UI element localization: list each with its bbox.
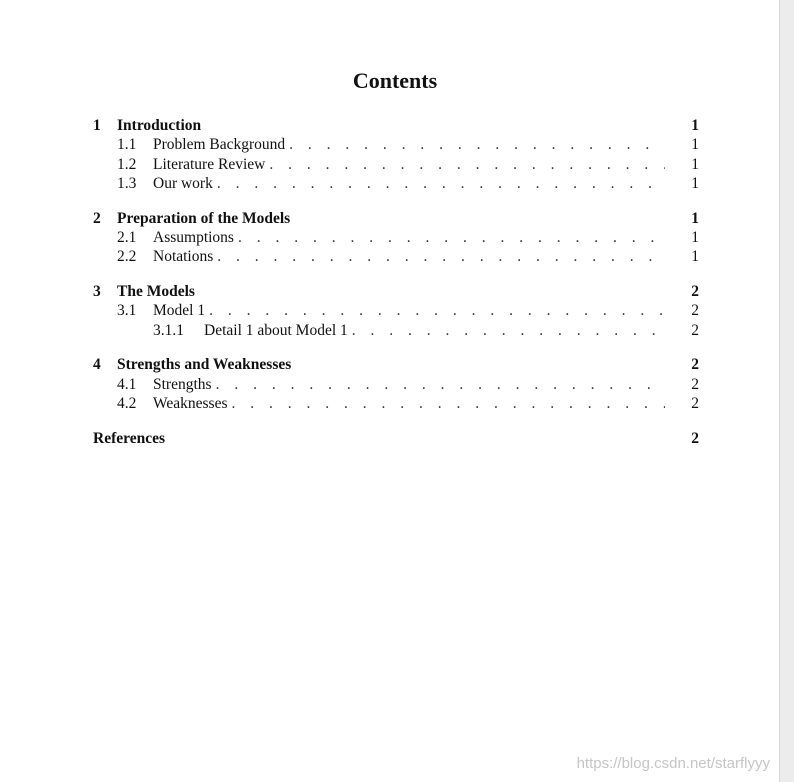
toc-entry-strengths[interactable]: [93, 375, 699, 394]
toc-leader-dots: [238, 228, 665, 247]
toc-entry-page: 1: [691, 117, 699, 134]
toc-entry-label: References: [93, 429, 166, 447]
toc-entry-label: Model 1: [153, 302, 206, 320]
toc-leader-dots: [217, 247, 665, 266]
toc-entry-strengths-and-weaknesses[interactable]: [93, 355, 699, 374]
toc-leader-dots: [216, 375, 665, 394]
toc-entry-page: 2: [691, 321, 699, 339]
toc-entry-page: 2: [691, 302, 699, 320]
toc-entry-detail-1-about-model-1[interactable]: [93, 321, 699, 340]
toc-entry-number: 1.1: [117, 136, 137, 154]
toc-entry-label: Strengths and Weaknesses: [117, 356, 292, 374]
toc-entry-page: 1: [691, 155, 699, 173]
toc-entry-page: 2: [691, 429, 699, 447]
toc-entry-label: Strengths: [153, 375, 212, 393]
toc-entry-page: 2: [691, 375, 699, 393]
toc-entry-label: Assumptions: [153, 228, 234, 246]
toc-entry-number: 4.2: [117, 395, 137, 413]
toc-leader-dots: [289, 135, 665, 154]
toc-entry-assumptions[interactable]: [93, 228, 699, 247]
toc-entry-page: 1: [691, 248, 699, 266]
toc-leader-dots: [352, 321, 665, 340]
watermark-url: https://blog.csdn.net/starflyyy: [576, 755, 770, 772]
toc-entry-page: 1: [691, 174, 699, 192]
toc-entry-page: 2: [691, 356, 699, 374]
toc-entry-label: The Models: [117, 283, 195, 301]
toc-entry-number: 2.1: [117, 228, 137, 246]
toc-leader-dots: [217, 174, 665, 193]
toc-entry-introduction[interactable]: [93, 116, 699, 135]
toc-entry-number: 1: [93, 117, 101, 134]
toc-entry-label: Preparation of the Models: [117, 209, 291, 227]
toc-entry-label: Weaknesses: [153, 395, 228, 413]
toc-entry-number: 4.1: [117, 375, 137, 393]
toc-leader-dots: [269, 155, 665, 174]
toc-entry-number: 3.1: [117, 302, 137, 320]
toc-entry-number: 4: [93, 356, 101, 374]
toc-entry-references[interactable]: [93, 429, 699, 448]
toc-entry-page: 1: [691, 228, 699, 246]
toc-entry-label: Our work: [153, 174, 213, 192]
toc-entry-number: 1.3: [117, 174, 137, 192]
toc-entry-label: Introduction: [117, 117, 202, 134]
toc-entry-label: Literature Review: [153, 155, 266, 173]
toc-entry-number: 2: [93, 209, 101, 227]
toc-entry-number: 1.2: [117, 155, 137, 173]
table-of-contents: [93, 116, 699, 448]
toc-entry-problem-background[interactable]: [93, 135, 699, 154]
toc-entry-page: 2: [691, 283, 699, 301]
toc-entry-model-1[interactable]: [93, 301, 699, 320]
toc-entry-page: 1: [691, 136, 699, 154]
toc-entry-preparation-of-the-models[interactable]: [93, 209, 699, 228]
toc-entry-label: Detail 1 about Model 1: [204, 321, 348, 339]
toc-entry-page: 1: [691, 209, 699, 227]
toc-entry-label: Notations: [153, 248, 214, 266]
toc-entry-weaknesses[interactable]: [93, 394, 699, 413]
toc-entry-number: 2.2: [117, 248, 137, 266]
vertical-scrollbar[interactable]: [779, 0, 794, 782]
toc-entry-number: 3: [93, 283, 101, 301]
toc-leader-dots: [232, 394, 665, 413]
toc-entry-our-work[interactable]: [93, 174, 699, 193]
toc-entry-notations[interactable]: [93, 247, 699, 266]
toc-entry-label: Problem Background: [153, 136, 286, 154]
toc-leader-dots: [209, 301, 665, 320]
toc-title: Contents: [352, 68, 438, 93]
toc-entry-literature-review[interactable]: [93, 155, 699, 174]
toc-entry-page: 2: [691, 395, 699, 413]
toc-entry-the-models[interactable]: [93, 282, 699, 301]
toc-entry-number: 3.1.1: [153, 321, 184, 339]
